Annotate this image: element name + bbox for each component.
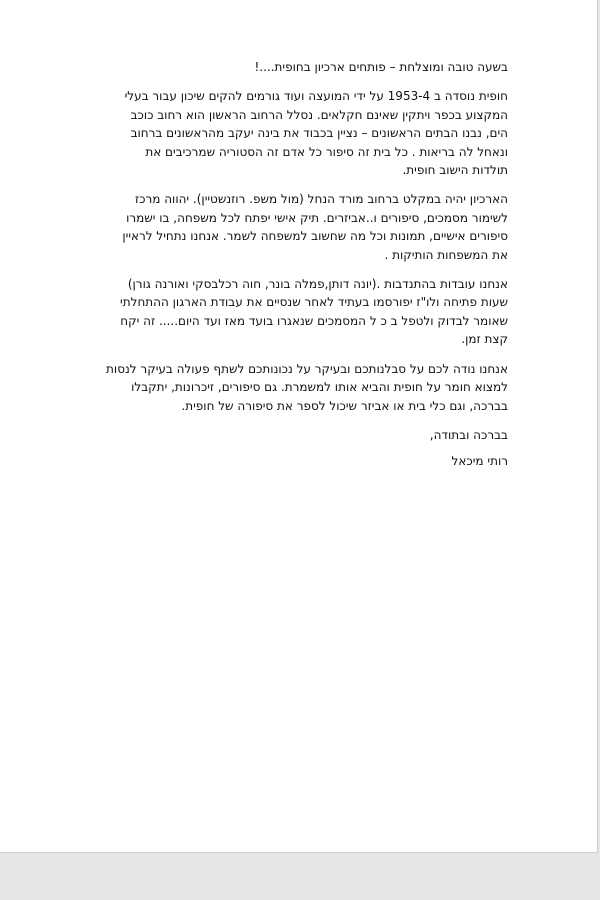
paragraph-opening — [75, 58, 508, 76]
text-line: שאומר לבדוק ולטפל ב כ ל המסמכים שנאגרו בועד מאז ועד היום..... זה יקח — [120, 313, 508, 328]
text-line: רותי מיכאל — [451, 454, 508, 469]
closing-line — [75, 426, 508, 444]
text-line: קצת זמן. — [461, 332, 508, 347]
paragraph-volunteers — [75, 275, 508, 349]
text-line: חופית נוסדה ב 1953-4 על ידי המועצה ועוד גורמים להקים שיכון עבור בעלי — [124, 89, 508, 104]
paragraph-thanks — [75, 360, 508, 415]
text-line: המקצוע בכפר ויתקין שאינם חקלאים. נסלל הרחוב הראשון הוא רחוב כוכב — [130, 107, 508, 122]
text-line: הארכיון יהיה במקלט ברחוב מורד הנחל (מול משפ. רוזנשטיין). יהווה מרכז — [134, 192, 508, 207]
text-line: את המשפחות הותיקות . — [384, 247, 508, 262]
text-line: אנחנו עובדות בהתנדבות .(יונה דותן,פמלה בונר, חוה רכלבסקי ואורנה גורן) — [127, 277, 508, 292]
text-line: לשימור מסמכים, סיפורים ו..אביזרים. תיק אישי יפתח לכל משפחה, בו ישמרו — [126, 210, 508, 225]
text-line: אנחנו נודה לכם על סבלנותכם ובעיקר על נכונותכם לשתף פעולה בעיקר לנסות — [106, 361, 508, 376]
text-line: בשעה טובה ומוצלחת – פותחים ארכיון בחופית....! — [254, 60, 508, 74]
text-line: ונאחל לה בריאות . כל בית זה סיפור כל אדם זה הסטוריה שמרכיבים את — [145, 144, 508, 159]
paragraph-archive-location — [75, 190, 508, 264]
text-line: סיפורים אישיים, תמונות וכל מה שחשוב למשפחה לשמר. אנחנו נתחיל לראיין — [122, 229, 508, 244]
text-line: בברכה, וגם כלי בית או אביזר שיכול לספר את סיפורה של חופית. — [181, 398, 508, 413]
signature — [75, 452, 508, 470]
text-line: תולדות הישוב חופית. — [402, 163, 508, 178]
text-line: שעות פתיחה ולו"ז יפורסמו בעתיד לאחר שנסיים את עבודת הארגון ההתחלתי — [120, 295, 508, 310]
text-line: הים, נבנו הבתים הראשונים – נציין בכבוד את בינה יעקב מהראשונים ברחוב — [130, 126, 508, 141]
paragraph-history — [75, 87, 508, 179]
text-line: למצוא חומר על חופית והביא אותו למשמרת. גם סיפורים, זיכרונות, יתקבלו — [131, 380, 508, 395]
letter-body — [75, 58, 508, 482]
text-line: בברכה ובתודה, — [429, 427, 508, 442]
